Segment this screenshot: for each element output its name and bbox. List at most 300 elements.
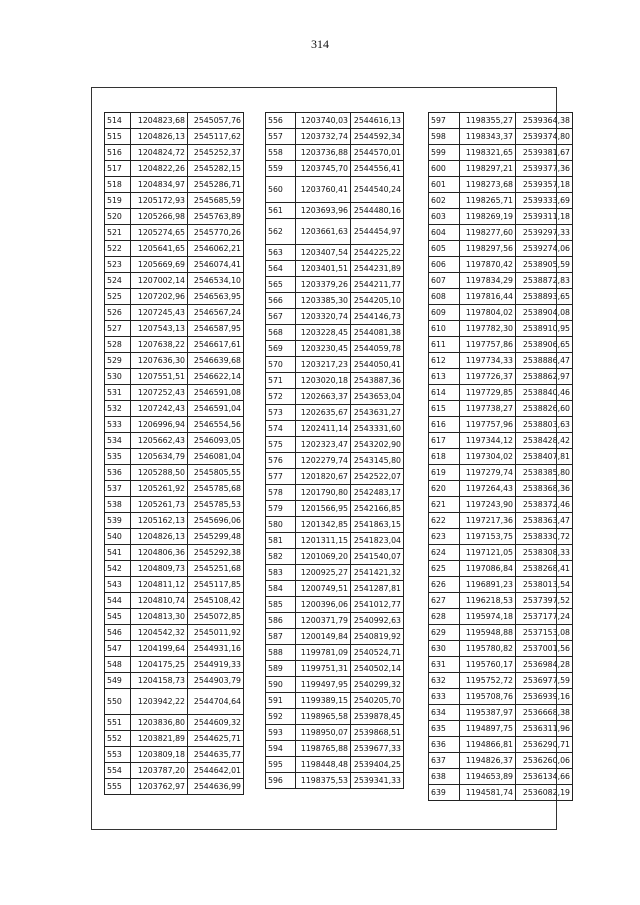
x-coordinate-cell: 1194826,37: [460, 753, 516, 769]
x-coordinate-cell: 1194653,89: [460, 769, 516, 785]
table-row: [429, 481, 573, 497]
table-row: [105, 337, 244, 353]
x-coordinate-cell: 1197870,42: [460, 257, 516, 273]
table-row: [429, 433, 573, 449]
x-coordinate-cell: 1197734,33: [460, 353, 516, 369]
x-coordinate-cell: 1200396,06: [296, 597, 351, 613]
point-number-cell: 552: [105, 731, 131, 747]
y-coordinate-cell: 2546622,14: [188, 369, 244, 385]
x-coordinate-cell: 1205641,65: [131, 241, 188, 257]
coordinates-table-3: [428, 112, 573, 801]
x-coordinate-cell: 1198355,27: [460, 113, 516, 129]
x-coordinate-cell: 1207638,22: [131, 337, 188, 353]
point-number-cell: 572: [266, 389, 296, 405]
table-row: [105, 129, 244, 145]
table-row: [105, 593, 244, 609]
table-row: [266, 113, 404, 129]
x-coordinate-cell: 1194866,81: [460, 737, 516, 753]
point-number-cell: 535: [105, 449, 131, 465]
x-coordinate-cell: 1198950,07: [296, 725, 351, 741]
point-number-cell: 562: [266, 219, 296, 245]
x-coordinate-cell: 1196891,23: [460, 577, 516, 593]
x-coordinate-cell: 1204823,68: [131, 113, 188, 129]
point-number-cell: 619: [429, 465, 460, 481]
point-number-cell: 621: [429, 497, 460, 513]
point-number-cell: 567: [266, 309, 296, 325]
y-coordinate-cell: 2546081,04: [188, 449, 244, 465]
point-number-cell: 556: [266, 113, 296, 129]
point-number-cell: 603: [429, 209, 460, 225]
table-row: [105, 529, 244, 545]
x-coordinate-cell: 1198965,58: [296, 709, 351, 725]
x-coordinate-cell: 1195387,97: [460, 705, 516, 721]
x-coordinate-cell: 1203228,45: [296, 325, 351, 341]
y-coordinate-cell: 2539333,69: [516, 193, 573, 209]
x-coordinate-cell: 1197344,12: [460, 433, 516, 449]
point-number-cell: 566: [266, 293, 296, 309]
table-row: [105, 673, 244, 689]
y-coordinate-cell: 2536939,16: [516, 689, 573, 705]
table-row: [429, 257, 573, 273]
x-coordinate-cell: 1194897,75: [460, 721, 516, 737]
table-row: [266, 645, 404, 661]
point-number-cell: 532: [105, 401, 131, 417]
x-coordinate-cell: 1203693,96: [296, 203, 351, 219]
x-coordinate-cell: 1198321,65: [460, 145, 516, 161]
table-row: [266, 549, 404, 565]
table-row: [105, 449, 244, 465]
x-coordinate-cell: 1202635,67: [296, 405, 351, 421]
point-number-cell: 591: [266, 693, 296, 709]
table-row: [266, 581, 404, 597]
y-coordinate-cell: 2540502,14: [351, 661, 404, 677]
point-number-cell: 565: [266, 277, 296, 293]
y-coordinate-cell: 2544625,71: [188, 731, 244, 747]
y-coordinate-cell: 2543653,04: [351, 389, 404, 405]
point-number-cell: 628: [429, 609, 460, 625]
table-row: [429, 689, 573, 705]
x-coordinate-cell: 1207636,30: [131, 353, 188, 369]
table-row: [105, 321, 244, 337]
point-number-cell: 529: [105, 353, 131, 369]
point-number-cell: 558: [266, 145, 296, 161]
point-number-cell: 634: [429, 705, 460, 721]
point-number-cell: 571: [266, 373, 296, 389]
table-row: [266, 517, 404, 533]
point-number-cell: 632: [429, 673, 460, 689]
table-row: [266, 437, 404, 453]
x-coordinate-cell: 1197757,86: [460, 337, 516, 353]
x-coordinate-cell: 1207245,43: [131, 305, 188, 321]
table-row: [266, 357, 404, 373]
table-row: [266, 325, 404, 341]
x-coordinate-cell: 1203385,30: [296, 293, 351, 309]
y-coordinate-cell: 2544592,34: [351, 129, 404, 145]
y-coordinate-cell: 2539677,33: [351, 741, 404, 757]
x-coordinate-cell: 1203217,23: [296, 357, 351, 373]
table-row: [266, 389, 404, 405]
x-coordinate-cell: 1197243,90: [460, 497, 516, 513]
table-row: [105, 305, 244, 321]
point-number-cell: 576: [266, 453, 296, 469]
x-coordinate-cell: 1203736,88: [296, 145, 351, 161]
y-coordinate-cell: 2539311,18: [516, 209, 573, 225]
point-number-cell: 624: [429, 545, 460, 561]
point-number-cell: 561: [266, 203, 296, 219]
point-number-cell: 600: [429, 161, 460, 177]
y-coordinate-cell: 2539364,38: [516, 113, 573, 129]
table-row: [105, 433, 244, 449]
point-number-cell: 570: [266, 357, 296, 373]
x-coordinate-cell: 1205669,69: [131, 257, 188, 273]
x-coordinate-cell: 1195752,72: [460, 673, 516, 689]
table-row: [429, 417, 573, 433]
y-coordinate-cell: 2544616,13: [351, 113, 404, 129]
y-coordinate-cell: 2539274,06: [516, 241, 573, 257]
point-number-cell: 540: [105, 529, 131, 545]
x-coordinate-cell: 1202279,74: [296, 453, 351, 469]
point-number-cell: 531: [105, 385, 131, 401]
x-coordinate-cell: 1201069,20: [296, 549, 351, 565]
y-coordinate-cell: 2544059,78: [351, 341, 404, 357]
y-coordinate-cell: 2545117,85: [188, 577, 244, 593]
y-coordinate-cell: 2540819,92: [351, 629, 404, 645]
x-coordinate-cell: 1197264,43: [460, 481, 516, 497]
point-number-cell: 579: [266, 501, 296, 517]
table-row: [105, 241, 244, 257]
x-coordinate-cell: 1199781,09: [296, 645, 351, 661]
y-coordinate-cell: 2545299,48: [188, 529, 244, 545]
point-number-cell: 524: [105, 273, 131, 289]
x-coordinate-cell: 1198277,60: [460, 225, 516, 241]
x-coordinate-cell: 1205662,43: [131, 433, 188, 449]
point-number-cell: 602: [429, 193, 460, 209]
table-row: [105, 161, 244, 177]
table-row: [266, 145, 404, 161]
table-row: [105, 465, 244, 481]
point-number-cell: 631: [429, 657, 460, 673]
table-row: [105, 545, 244, 561]
point-number-cell: 550: [105, 689, 131, 715]
y-coordinate-cell: 2538368,36: [516, 481, 573, 497]
point-number-cell: 585: [266, 597, 296, 613]
page-number: 314: [311, 37, 329, 51]
y-coordinate-cell: 2539878,45: [351, 709, 404, 725]
point-number-cell: 613: [429, 369, 460, 385]
table-row: [266, 405, 404, 421]
y-coordinate-cell: 2542483,17: [351, 485, 404, 501]
x-coordinate-cell: 1203401,51: [296, 261, 351, 277]
point-number-cell: 553: [105, 747, 131, 763]
x-coordinate-cell: 1200925,27: [296, 565, 351, 581]
table-row: [105, 177, 244, 193]
point-number-cell: 519: [105, 193, 131, 209]
y-coordinate-cell: 2536134,66: [516, 769, 573, 785]
coordinates-table-2: [265, 112, 404, 789]
point-number-cell: 537: [105, 481, 131, 497]
point-number-cell: 616: [429, 417, 460, 433]
y-coordinate-cell: 2536311,96: [516, 721, 573, 737]
y-coordinate-cell: 2544636,99: [188, 779, 244, 795]
point-number-cell: 635: [429, 721, 460, 737]
y-coordinate-cell: 2544211,77: [351, 277, 404, 293]
x-coordinate-cell: 1207543,13: [131, 321, 188, 337]
table-row: [105, 561, 244, 577]
point-number-cell: 623: [429, 529, 460, 545]
x-coordinate-cell: 1194581,74: [460, 785, 516, 801]
table-row: [105, 577, 244, 593]
point-number-cell: 546: [105, 625, 131, 641]
table-row: [429, 737, 573, 753]
x-coordinate-cell: 1199497,95: [296, 677, 351, 693]
x-coordinate-cell: 1195780,82: [460, 641, 516, 657]
table-row: [266, 485, 404, 501]
point-number-cell: 581: [266, 533, 296, 549]
table-row: [105, 417, 244, 433]
y-coordinate-cell: 2544205,10: [351, 293, 404, 309]
x-coordinate-cell: 1200149,84: [296, 629, 351, 645]
table-row: [266, 773, 404, 789]
y-coordinate-cell: 2545072,85: [188, 609, 244, 625]
y-coordinate-cell: 2540299,32: [351, 677, 404, 693]
y-coordinate-cell: 2546534,10: [188, 273, 244, 289]
point-number-cell: 515: [105, 129, 131, 145]
point-number-cell: 586: [266, 613, 296, 629]
point-number-cell: 630: [429, 641, 460, 657]
point-number-cell: 516: [105, 145, 131, 161]
y-coordinate-cell: 2543887,36: [351, 373, 404, 389]
y-coordinate-cell: 2539868,51: [351, 725, 404, 741]
x-coordinate-cell: 1204175,25: [131, 657, 188, 673]
point-number-cell: 554: [105, 763, 131, 779]
y-coordinate-cell: 2544704,64: [188, 689, 244, 715]
table-row: [429, 161, 573, 177]
x-coordinate-cell: 1207202,96: [131, 289, 188, 305]
table-row: [105, 225, 244, 241]
y-coordinate-cell: 2546563,95: [188, 289, 244, 305]
x-coordinate-cell: 1204809,73: [131, 561, 188, 577]
table-row: [266, 261, 404, 277]
point-number-cell: 617: [429, 433, 460, 449]
y-coordinate-cell: 2545785,53: [188, 497, 244, 513]
x-coordinate-cell: 1195948,88: [460, 625, 516, 641]
table-row: [429, 657, 573, 673]
point-number-cell: 526: [105, 305, 131, 321]
y-coordinate-cell: 2538872,83: [516, 273, 573, 289]
point-number-cell: 551: [105, 715, 131, 731]
point-number-cell: 626: [429, 577, 460, 593]
table-row: [105, 289, 244, 305]
point-number-cell: 533: [105, 417, 131, 433]
point-number-cell: 577: [266, 469, 296, 485]
y-coordinate-cell: 2546591,04: [188, 401, 244, 417]
point-number-cell: 590: [266, 677, 296, 693]
y-coordinate-cell: 2546639,68: [188, 353, 244, 369]
x-coordinate-cell: 1204810,74: [131, 593, 188, 609]
point-number-cell: 599: [429, 145, 460, 161]
y-coordinate-cell: 2538862,97: [516, 369, 573, 385]
point-number-cell: 625: [429, 561, 460, 577]
point-number-cell: 542: [105, 561, 131, 577]
y-coordinate-cell: 2536977,59: [516, 673, 573, 689]
table-row: [429, 465, 573, 481]
y-coordinate-cell: 2539341,33: [351, 773, 404, 789]
x-coordinate-cell: 1203809,18: [131, 747, 188, 763]
table-row: [266, 613, 404, 629]
x-coordinate-cell: 1207242,43: [131, 401, 188, 417]
table-row: [429, 753, 573, 769]
point-number-cell: 610: [429, 321, 460, 337]
y-coordinate-cell: 2541540,07: [351, 549, 404, 565]
table-row: [105, 145, 244, 161]
x-coordinate-cell: 1200371,79: [296, 613, 351, 629]
table-row: [266, 177, 404, 203]
table-row: [266, 245, 404, 261]
y-coordinate-cell: 2538905,59: [516, 257, 573, 273]
point-number-cell: 589: [266, 661, 296, 677]
x-coordinate-cell: 1198343,37: [460, 129, 516, 145]
table-row: [266, 373, 404, 389]
table-row: [105, 625, 244, 641]
x-coordinate-cell: 1205261,92: [131, 481, 188, 497]
table-row: [429, 561, 573, 577]
y-coordinate-cell: 2538803,63: [516, 417, 573, 433]
table-row: [429, 785, 573, 801]
point-number-cell: 549: [105, 673, 131, 689]
y-coordinate-cell: 2538308,33: [516, 545, 573, 561]
table-row: [105, 193, 244, 209]
y-coordinate-cell: 2538363,47: [516, 513, 573, 529]
x-coordinate-cell: 1203942,22: [131, 689, 188, 715]
x-coordinate-cell: 1202411,14: [296, 421, 351, 437]
table-row: [266, 129, 404, 145]
table-row: [266, 693, 404, 709]
table-row: [429, 609, 573, 625]
x-coordinate-cell: 1197121,05: [460, 545, 516, 561]
point-number-cell: 557: [266, 129, 296, 145]
x-coordinate-cell: 1201311,15: [296, 533, 351, 549]
table-row: [105, 369, 244, 385]
x-coordinate-cell: 1204826,13: [131, 129, 188, 145]
y-coordinate-cell: 2544081,38: [351, 325, 404, 341]
x-coordinate-cell: 1197804,02: [460, 305, 516, 321]
x-coordinate-cell: 1204811,12: [131, 577, 188, 593]
point-number-cell: 588: [266, 645, 296, 661]
table-row: [429, 113, 573, 129]
table-row: [105, 401, 244, 417]
point-number-cell: 568: [266, 325, 296, 341]
x-coordinate-cell: 1199389,15: [296, 693, 351, 709]
y-coordinate-cell: 2537397,52: [516, 593, 573, 609]
point-number-cell: 525: [105, 289, 131, 305]
x-coordinate-cell: 1201790,80: [296, 485, 351, 501]
y-coordinate-cell: 2538893,65: [516, 289, 573, 305]
point-number-cell: 573: [266, 405, 296, 421]
y-coordinate-cell: 2546567,24: [188, 305, 244, 321]
point-number-cell: 604: [429, 225, 460, 241]
y-coordinate-cell: 2545770,26: [188, 225, 244, 241]
y-coordinate-cell: 2537153,08: [516, 625, 573, 641]
x-coordinate-cell: 1203732,74: [296, 129, 351, 145]
y-coordinate-cell: 2542522,07: [351, 469, 404, 485]
x-coordinate-cell: 1205162,13: [131, 513, 188, 529]
x-coordinate-cell: 1197834,29: [460, 273, 516, 289]
table-row: [429, 305, 573, 321]
x-coordinate-cell: 1197726,37: [460, 369, 516, 385]
y-coordinate-cell: 2545292,38: [188, 545, 244, 561]
point-number-cell: 596: [266, 773, 296, 789]
x-coordinate-cell: 1207551,51: [131, 369, 188, 385]
point-number-cell: 618: [429, 449, 460, 465]
x-coordinate-cell: 1205266,98: [131, 209, 188, 225]
table-row: [429, 177, 573, 193]
point-number-cell: 605: [429, 241, 460, 257]
x-coordinate-cell: 1207002,14: [131, 273, 188, 289]
x-coordinate-cell: 1197304,02: [460, 449, 516, 465]
table-row: [266, 709, 404, 725]
table-row: [266, 661, 404, 677]
x-coordinate-cell: 1197217,36: [460, 513, 516, 529]
point-number-cell: 636: [429, 737, 460, 753]
y-coordinate-cell: 2545286,71: [188, 177, 244, 193]
x-coordinate-cell: 1203320,74: [296, 309, 351, 325]
y-coordinate-cell: 2544556,41: [351, 161, 404, 177]
x-coordinate-cell: 1200749,51: [296, 581, 351, 597]
y-coordinate-cell: 2541421,32: [351, 565, 404, 581]
y-coordinate-cell: 2539404,25: [351, 757, 404, 773]
table-row: [429, 449, 573, 465]
table-row: [105, 257, 244, 273]
point-number-cell: 582: [266, 549, 296, 565]
x-coordinate-cell: 1205172,93: [131, 193, 188, 209]
y-coordinate-cell: 2539377,36: [516, 161, 573, 177]
table-row: [105, 641, 244, 657]
table-row: [105, 353, 244, 369]
table-row: [105, 763, 244, 779]
point-number-cell: 584: [266, 581, 296, 597]
point-number-cell: 622: [429, 513, 460, 529]
point-number-cell: 597: [429, 113, 460, 129]
x-coordinate-cell: 1203745,70: [296, 161, 351, 177]
point-number-cell: 633: [429, 689, 460, 705]
table-row: [429, 289, 573, 305]
y-coordinate-cell: 2546093,05: [188, 433, 244, 449]
x-coordinate-cell: 1197729,85: [460, 385, 516, 401]
table-row: [105, 715, 244, 731]
point-number-cell: 575: [266, 437, 296, 453]
y-coordinate-cell: 2545282,15: [188, 161, 244, 177]
y-coordinate-cell: 2544225,22: [351, 245, 404, 261]
y-coordinate-cell: 2546587,95: [188, 321, 244, 337]
point-number-cell: 598: [429, 129, 460, 145]
x-coordinate-cell: 1197782,30: [460, 321, 516, 337]
y-coordinate-cell: 2546554,56: [188, 417, 244, 433]
point-number-cell: 608: [429, 289, 460, 305]
y-coordinate-cell: 2546074,41: [188, 257, 244, 273]
table-row: [266, 725, 404, 741]
point-number-cell: 564: [266, 261, 296, 277]
y-coordinate-cell: 2537177,24: [516, 609, 573, 625]
y-coordinate-cell: 2545252,37: [188, 145, 244, 161]
y-coordinate-cell: 2538840,46: [516, 385, 573, 401]
x-coordinate-cell: 1197153,75: [460, 529, 516, 545]
x-coordinate-cell: 1196218,53: [460, 593, 516, 609]
table-row: [266, 741, 404, 757]
table-row: [266, 421, 404, 437]
y-coordinate-cell: 2540992,63: [351, 613, 404, 629]
y-coordinate-cell: 2538385,80: [516, 465, 573, 481]
x-coordinate-cell: 1203740,03: [296, 113, 351, 129]
